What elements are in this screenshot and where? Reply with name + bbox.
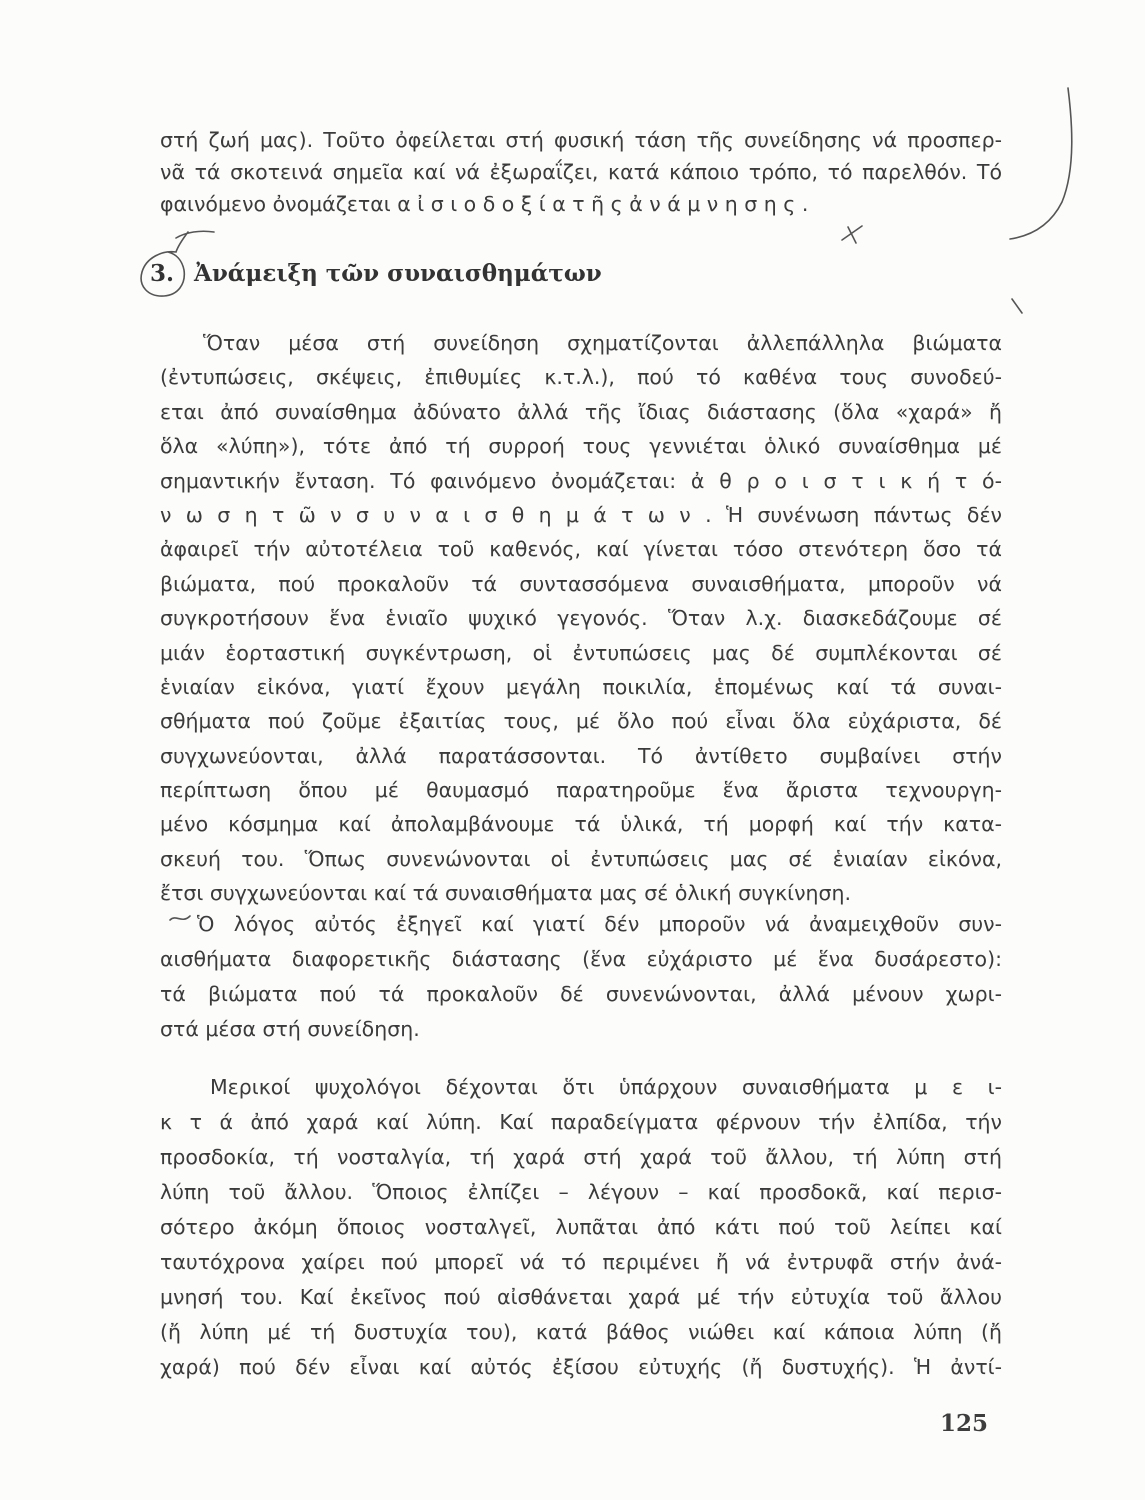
text-line: περίπτωση ὅπου μέ θαυμασμό παρατηροῦμε ἕνα ἄριστα τεχνουργη- bbox=[160, 778, 1002, 803]
text-line: εται ἀπό συναίσθημα ἀδύνατο ἀλλά τῆς ἴδιας διάστασης (ὅλα «χαρά» ἤ bbox=[160, 399, 1002, 424]
text-line: Ὁ λόγος αὐτός ἐξηγεῖ καί γιατί δέν μποροῦν νά ἀναμειχθοῦν συν- bbox=[197, 912, 1002, 936]
pencil-x-mark bbox=[842, 226, 862, 240]
text-line: χαρά) πού δέν εἶναι καί αὐτός ἐξίσου εὐτυχής (ἤ δυστυχής). Ἡ ἀντί- bbox=[160, 1355, 1002, 1379]
text-line: σημαντικήν ἔνταση. Τό φαινόμενο ὀνομάζεται: ἀ θ ρ ο ι σ τ ι κ ή τ ό- bbox=[160, 468, 1002, 493]
text-line: συγκροτήσουν ἕνα ἑνιαῖο ψυχικό γεγονός. Ὅταν λ.χ. διασκεδάζουμε σέ bbox=[160, 606, 1002, 631]
text-line: σκευή του. Ὅπως συνενώνονται οἱ ἐντυπώσεις μας σέ ἑνιαίαν εἰκόνα, bbox=[160, 846, 1002, 871]
text-line: ἔτσι συγχωνεύονται καί τά συναισθήματα μας σέ ὁλική συγκίνηση. bbox=[160, 881, 852, 906]
text-line: φαινόμενο ὀνομάζεται α ἰ σ ι ο δ ο ξ ί α τ ῆ ς ἀ ν ά μ ν η σ η ς . bbox=[160, 192, 809, 216]
text-line: κ τ ά ἀπό χαρά καί λύπη. Καί παραδείγματα φέρνουν τήν ἐλπίδα, τήν bbox=[160, 1110, 1002, 1134]
text-line: μνησή του. Καί ἐκεῖνος πού αἰσθάνεται χαρά μέ τήν εὐτυχία τοῦ ἄλλου bbox=[160, 1285, 1002, 1309]
paragraph bbox=[160, 907, 1002, 1047]
section-title: Ἀνάμειξη τῶν συναισθημάτων bbox=[194, 260, 602, 287]
text-line: λύπη τοῦ ἄλλου. Ὅποιος ἐλπίζει – λέγουν – καί προσδοκᾶ, καί περισ- bbox=[160, 1180, 1002, 1204]
text-line: ν ω σ η τ ῶ ν σ υ ν α ι σ θ η μ ά τ ω ν . Ἡ συνένωση πάντως δέν bbox=[160, 502, 1002, 527]
text-line: σθήματα πού ζοῦμε ἐξαιτίας τους, μέ ὅλο πού εἶναι ὅλα εὐχάριστα, δέ bbox=[160, 709, 1002, 734]
text-line: (ἤ λύπη μέ τή δυστυχία του), κατά βάθος νιώθει καί κάποια λύπη (ἤ bbox=[160, 1320, 1002, 1344]
text-line: (ἐντυπώσεις, σκέψεις, ἐπιθυμίες κ.τ.λ.), πού τό καθένα τους συνοδεύ- bbox=[160, 365, 1002, 390]
paragraph bbox=[160, 1070, 1002, 1385]
page-number: 125 bbox=[940, 1410, 989, 1437]
text-line: ταυτόχρονα χαίρει πού μπορεῖ νά τό περιμένει ἤ νά ἐντρυφᾶ στήν ἀνά- bbox=[160, 1250, 1002, 1274]
text-line: αισθήματα διαφορετικῆς διάστασης (ἕνα εὐχάριστο μέ ἕνα δυσάρεστο): bbox=[160, 947, 1002, 971]
text-line: μιάν ἑορταστική συγκέντρωση, οἱ ἐντυπώσεις μας δέ συμπλέκονται σέ bbox=[160, 640, 1002, 665]
paragraph bbox=[160, 326, 1002, 911]
text-line: μένο κόσμημα καί ἀπολαμβάνουμε τά ὑλικά, τή μορφή καί τήν κατα- bbox=[160, 812, 1002, 837]
pencil-x-mark bbox=[848, 227, 856, 243]
text-line: προσδοκία, τή νοσταλγία, τή χαρά στή χαρά τοῦ ἄλλου, τή λύπη στή bbox=[160, 1145, 1002, 1169]
text-line: Ὅταν μέσα στή συνείδηση σχηματίζονται ἀλλεπάλληλα βιώματα bbox=[203, 331, 1002, 355]
pencil-margin-curve bbox=[1010, 88, 1072, 239]
text-line: στά μέσα στή συνείδηση. bbox=[160, 1017, 420, 1041]
section-number: 3. bbox=[150, 260, 175, 287]
text-line: σότερο ἀκόμη ὅποιος νοσταλγεῖ, λυπᾶται ἀπό κάτι πού τοῦ λείπει καί bbox=[160, 1215, 1002, 1239]
text-line: συγχωνεύονται, ἀλλά παρατάσσονται. Τό ἀντίθετο συμβαίνει στήν bbox=[160, 743, 1002, 768]
text-line: στή ζωή μας). Τοῦτο ὀφείλεται στή φυσική τάση τῆς συνείδησης νά προσπερ- bbox=[160, 128, 1002, 152]
text-line: τά βιώματα πού τά προκαλοῦν δέ συνενώνονται, ἀλλά μένουν χωρι- bbox=[160, 982, 1002, 1006]
pencil-tick-mark bbox=[1012, 299, 1022, 313]
text-line: ἑνιαίαν εἰκόνα, γιατί ἔχουν μεγάλη ποικιλία, ἑπομένως καί τά συναι- bbox=[160, 674, 1002, 699]
section-heading bbox=[150, 254, 602, 294]
continued-paragraph bbox=[160, 124, 1002, 220]
text-line: βιώματα, πού προκαλοῦν τά συντασσόμενα συναισθήματα, μποροῦν νά bbox=[160, 571, 1002, 596]
text-line: Μερικοί ψυχολόγοι δέχονται ὅτι ὑπάρχουν συναισθήματα μ ε ι- bbox=[210, 1075, 1002, 1099]
text-line: νᾶ τά σκοτεινά σημεῖα καί νά ἐξωραΐζει, κατά κάποιο τρόπο, τό παρελθόν. Τό bbox=[160, 160, 1002, 184]
text-line: ἀφαιρεῖ τήν αὐτοτέλεια τοῦ καθενός, καί γίνεται τόσο στενότερη ὅσο τά bbox=[160, 537, 1002, 562]
text-line: ὅλα «λύπη»), τότε ἀπό τή συρροή τους γεννιέται ὁλικό συναίσθημα μέ bbox=[160, 434, 1002, 459]
